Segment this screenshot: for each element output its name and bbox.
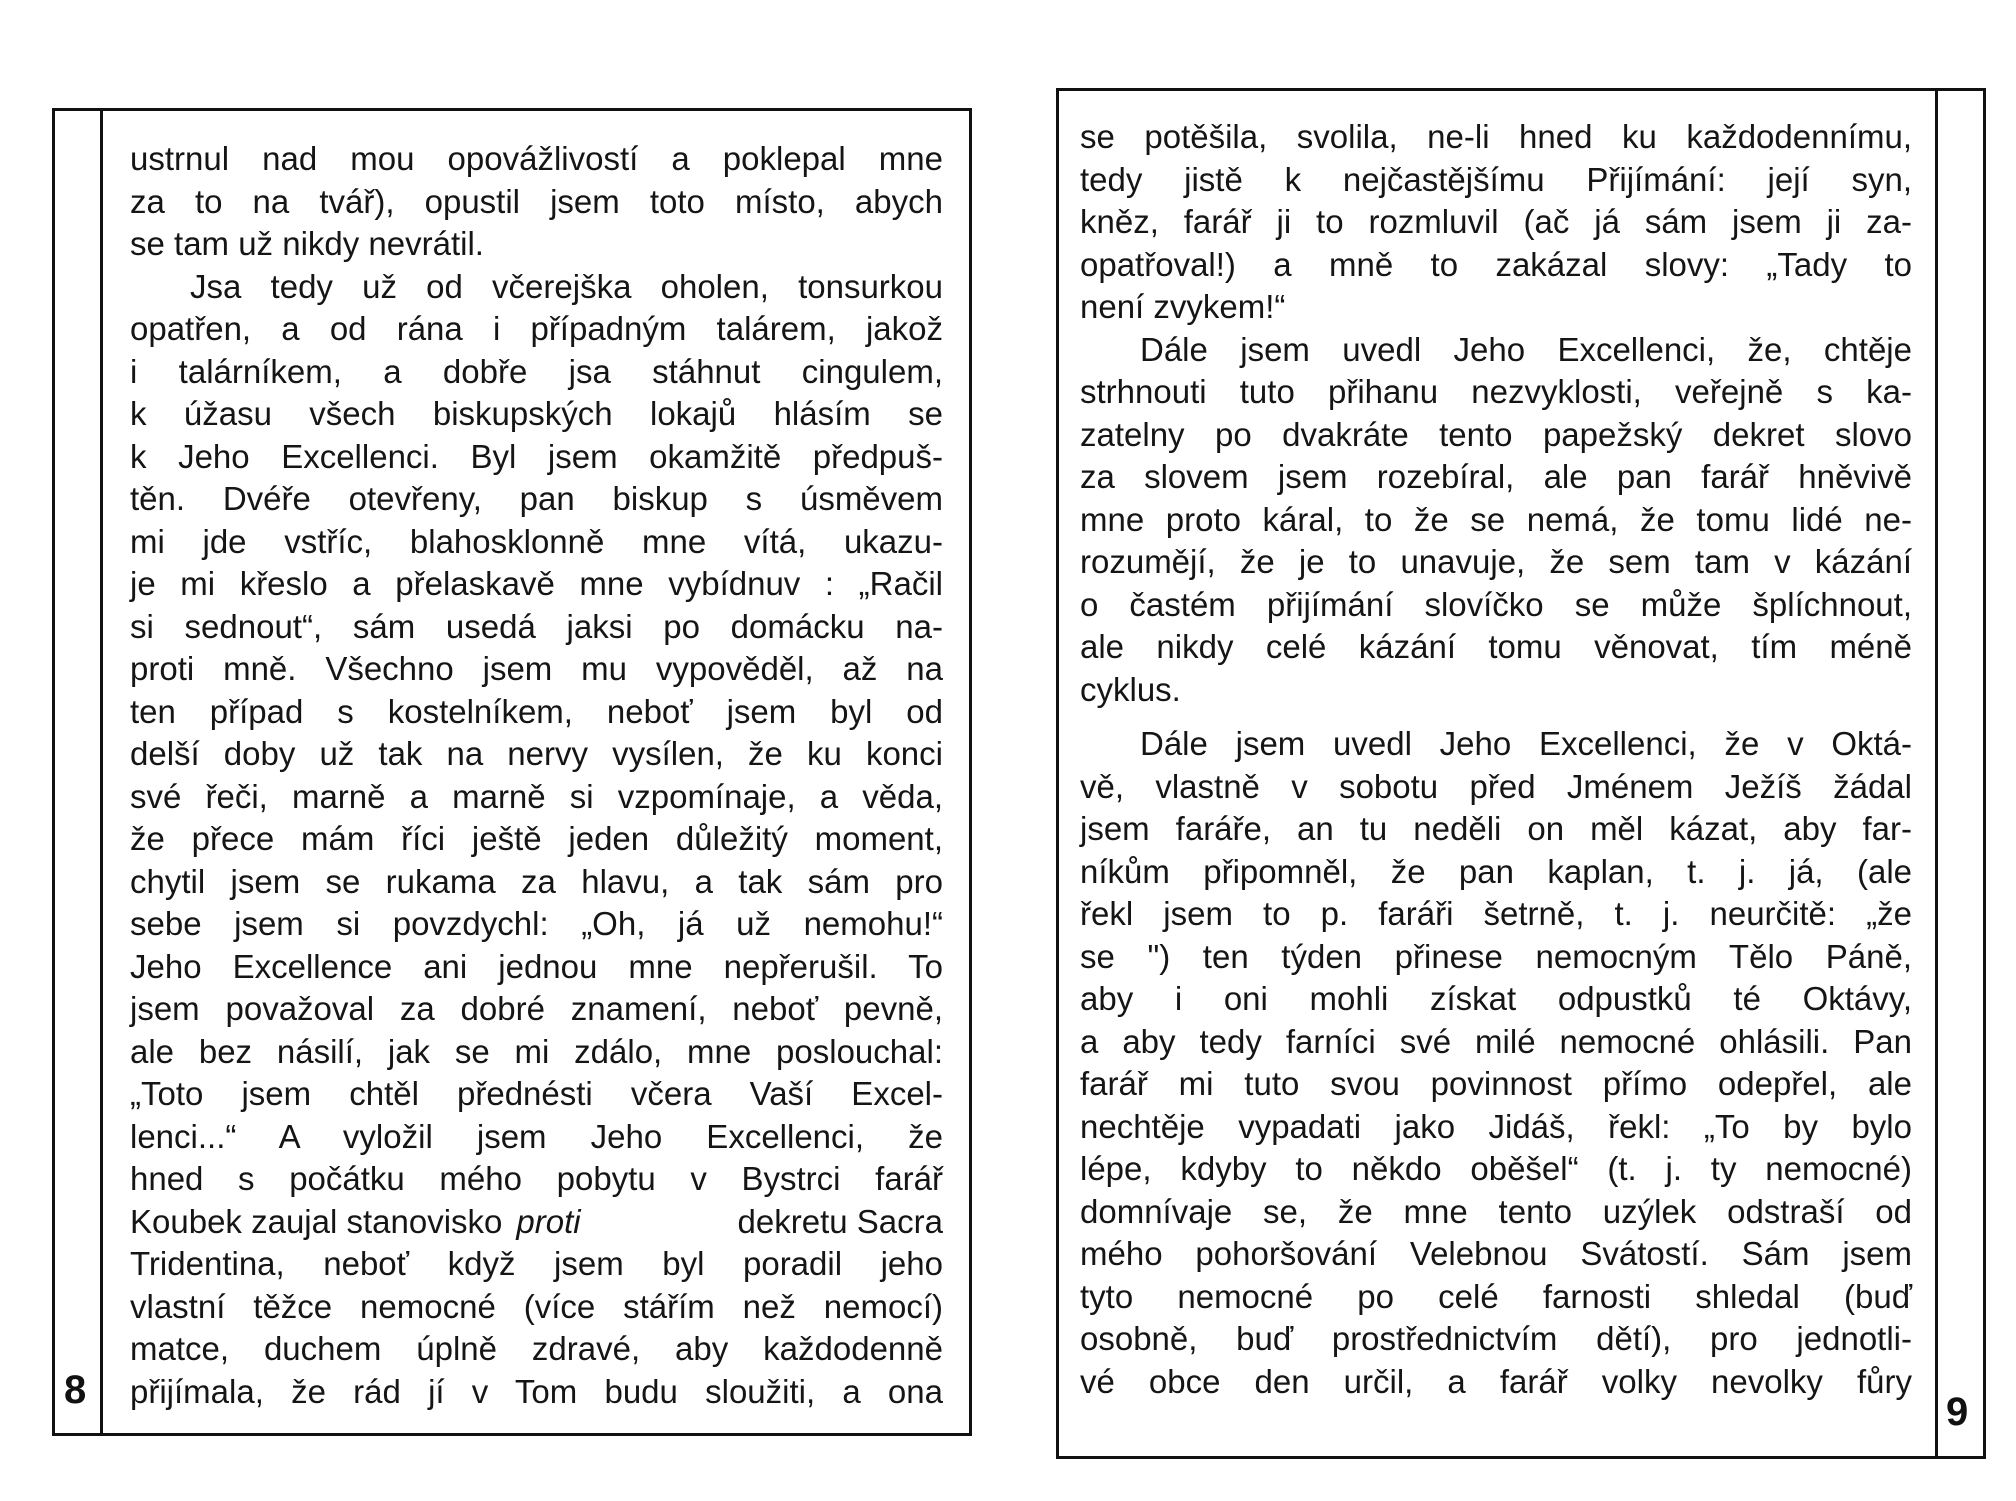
text-line: domnívaje se, že mne tento uzýlek odstraší od (1080, 1192, 1912, 1230)
left-page-bottom-rule (52, 1433, 972, 1436)
right-page-body (1080, 116, 1912, 1403)
text-line: není zvykem!“ (1080, 288, 1286, 325)
text-line: tedy jistě k nejčastějšímu Přijímání: její syn, (1080, 160, 1912, 198)
right-page-top-rule (1056, 88, 1986, 91)
text-line: vlastní těžce nemocné (více stářím než nemocí) (130, 1287, 943, 1325)
text-line: hned s počátku mého pobytu v Bystrci farář (130, 1160, 943, 1197)
left-page-inner-rule (969, 108, 972, 1436)
text-line: se potěšila, svolila, ne-li hned ku každodennímu, (1080, 118, 1912, 155)
text-line: těn. Dvéře otevřeny, pan biskup s úsměvem (130, 480, 943, 517)
text-line: že přece mám říci ještě jeden důležitý moment, (130, 820, 943, 857)
text-line: mne proto káral, to že se nemá, že tomu lidé ne- (1080, 500, 1912, 538)
text-line: ten případ s kostelníkem, neboť jsem byl od (130, 692, 943, 730)
text-line: opatřoval!) a mně to zakázal slovy: „Tady to (1080, 245, 1912, 283)
text-line: vé obce den určil, a farář volky nevolky fůry (1080, 1362, 1912, 1400)
page-number: 8 (64, 1368, 87, 1412)
text-line: aby i oni mohli získat odpustků té Oktávy, (1080, 980, 1912, 1017)
text-fragment: dekretu Sacra (737, 1202, 943, 1240)
text-line: řekl jsem to p. faráři šetrně, t. j. neurčitě: „že (1080, 895, 1912, 932)
text-line: níkům připomněl, že pan kaplan, t. j. já, (ale (1080, 852, 1912, 890)
text-line: za slovem jsem rozebíral, ale pan farář hněvivě (1080, 458, 1912, 495)
emphasis-text: proti (516, 1202, 581, 1240)
left-page-margin-rule (100, 108, 103, 1436)
text-line: „Toto jsem chtěl přednésti včera Vaší Excel- (130, 1075, 943, 1112)
text-line: chytil jsem se rukama za hlavu, a tak sám pro (130, 862, 943, 900)
text-line: strhnouti tuto přihanu nezvyklosti, veřejně s ka- (1080, 373, 1912, 410)
text-line: Dále jsem uvedl Jeho Excellenci, že, chtěje (1140, 330, 1912, 368)
text-line: své řeči, marně a marně si vzpomínaje, a věda, (130, 777, 943, 815)
text-line: kněz, farář ji to rozmluvil (ač já sám jsem ji za- (1080, 203, 1912, 240)
page-number: 9 (1946, 1390, 1969, 1434)
text-line: ale nikdy celé kázání tomu věnovat, tím méně (1080, 628, 1912, 665)
left-page-top-rule (52, 108, 972, 111)
right-page-margin-rule (1935, 88, 1938, 1459)
text-line: Tridentina, neboť když jsem byl poradil jeho (130, 1245, 943, 1282)
text-line: rozumějí, že je to unavuje, že sem tam v kázání (1080, 543, 1912, 580)
text-line: za to na tvář), opustil jsem toto místo, abych (130, 182, 943, 220)
text-line: se tam už nikdy nevrátil. (130, 225, 484, 262)
text-line: cyklus. (1080, 670, 1181, 708)
text-line: zatelny po dvakráte tento papežský dekret slovo (1080, 415, 1912, 453)
text-line: lenci...“ A vyložil jsem Jeho Excellenci, že (130, 1117, 943, 1155)
right-page-inner-rule (1056, 88, 1059, 1459)
text-line (130, 1201, 943, 1244)
text-line: matce, duchem úplně zdravé, aby každodenně (130, 1330, 943, 1367)
text-line: Dále jsem uvedl Jeho Excellenci, že v Oktá- (1140, 725, 1912, 762)
text-line: delší doby už tak na nervy vysílen, že ku konci (130, 735, 943, 772)
text-line: proti mně. Všechno jsem mu vypověděl, až na (130, 650, 943, 687)
left-page-outer-rule (52, 108, 55, 1436)
text-line: k úžasu všech biskupských lokajů hlásím se (130, 395, 943, 432)
text-line: a aby tedy farníci své milé nemocné ohlásili. Pan (1080, 1022, 1912, 1060)
text-line: tyto nemocné po celé farnosti shledal (buď (1080, 1277, 1912, 1315)
text-line: jsem považoval za dobré znamení, neboť pevně, (130, 990, 943, 1027)
text-line: mi jde vstříc, blahosklonně mne vítá, ukazu- (130, 522, 943, 560)
text-line: farář mi tuto svou povinnost přímo odepřel, ale (1080, 1065, 1912, 1102)
text-line: o častém přijímání slovíčko se může šplíchnout, (1080, 585, 1912, 623)
text-line: Jsa tedy už od včerejška oholen, tonsurkou (190, 267, 943, 305)
text-line: vě, vlastně v sobotu před Jménem Ježíš žádal (1080, 767, 1912, 805)
left-page-body (130, 138, 943, 1413)
text-fragment: Koubek zaujal stanovisko (130, 1202, 503, 1240)
text-line: k Jeho Excellenci. Byl jsem okamžitě předpuš- (130, 437, 943, 475)
text-line: přijímala, že rád jí v Tom budu sloužiti, a ona (130, 1372, 943, 1410)
text-line: nechtěje vypadati jako Jidáš, řekl: „To by bylo (1080, 1107, 1912, 1145)
right-page-bottom-rule (1056, 1456, 1986, 1459)
text-line: mého pohoršování Velebnou Svátostí. Sám jsem (1080, 1235, 1912, 1272)
text-line: ale bez násilí, jak se mi zdálo, mne poslouchal: (130, 1032, 943, 1070)
text-line: lépe, kdyby to někdo oběšel“ (t. j. ty nemocné) (1080, 1150, 1912, 1187)
text-line: i talárníkem, a dobře jsa stáhnut cingulem, (130, 352, 943, 390)
text-line: ustrnul nad mou opovážlivostí a poklepal mne (130, 140, 943, 177)
text-line: sebe jsem si povzdychl: „Oh, já už nemohu!“ (130, 905, 943, 942)
text-line: opatřen, a od rána i případným talárem, jakož (130, 310, 943, 347)
text-line: je mi křeslo a přelaskavě mne vybídnuv : „Račil (130, 565, 943, 602)
right-page-outer-rule (1983, 88, 1986, 1459)
text-line: Jeho Excellence ani jednou mne nepřerušil. To (130, 947, 943, 985)
text-line: si sednout“, sám usedá jaksi po domácku na- (130, 607, 943, 645)
text-line: se ") ten týden přinese nemocným Tělo Páně, (1080, 937, 1912, 975)
text-line: osobně, buď prostřednictvím dětí), pro jednotli- (1080, 1320, 1912, 1357)
text-line: jsem faráře, an tu neděli on měl kázat, aby far- (1080, 810, 1912, 847)
